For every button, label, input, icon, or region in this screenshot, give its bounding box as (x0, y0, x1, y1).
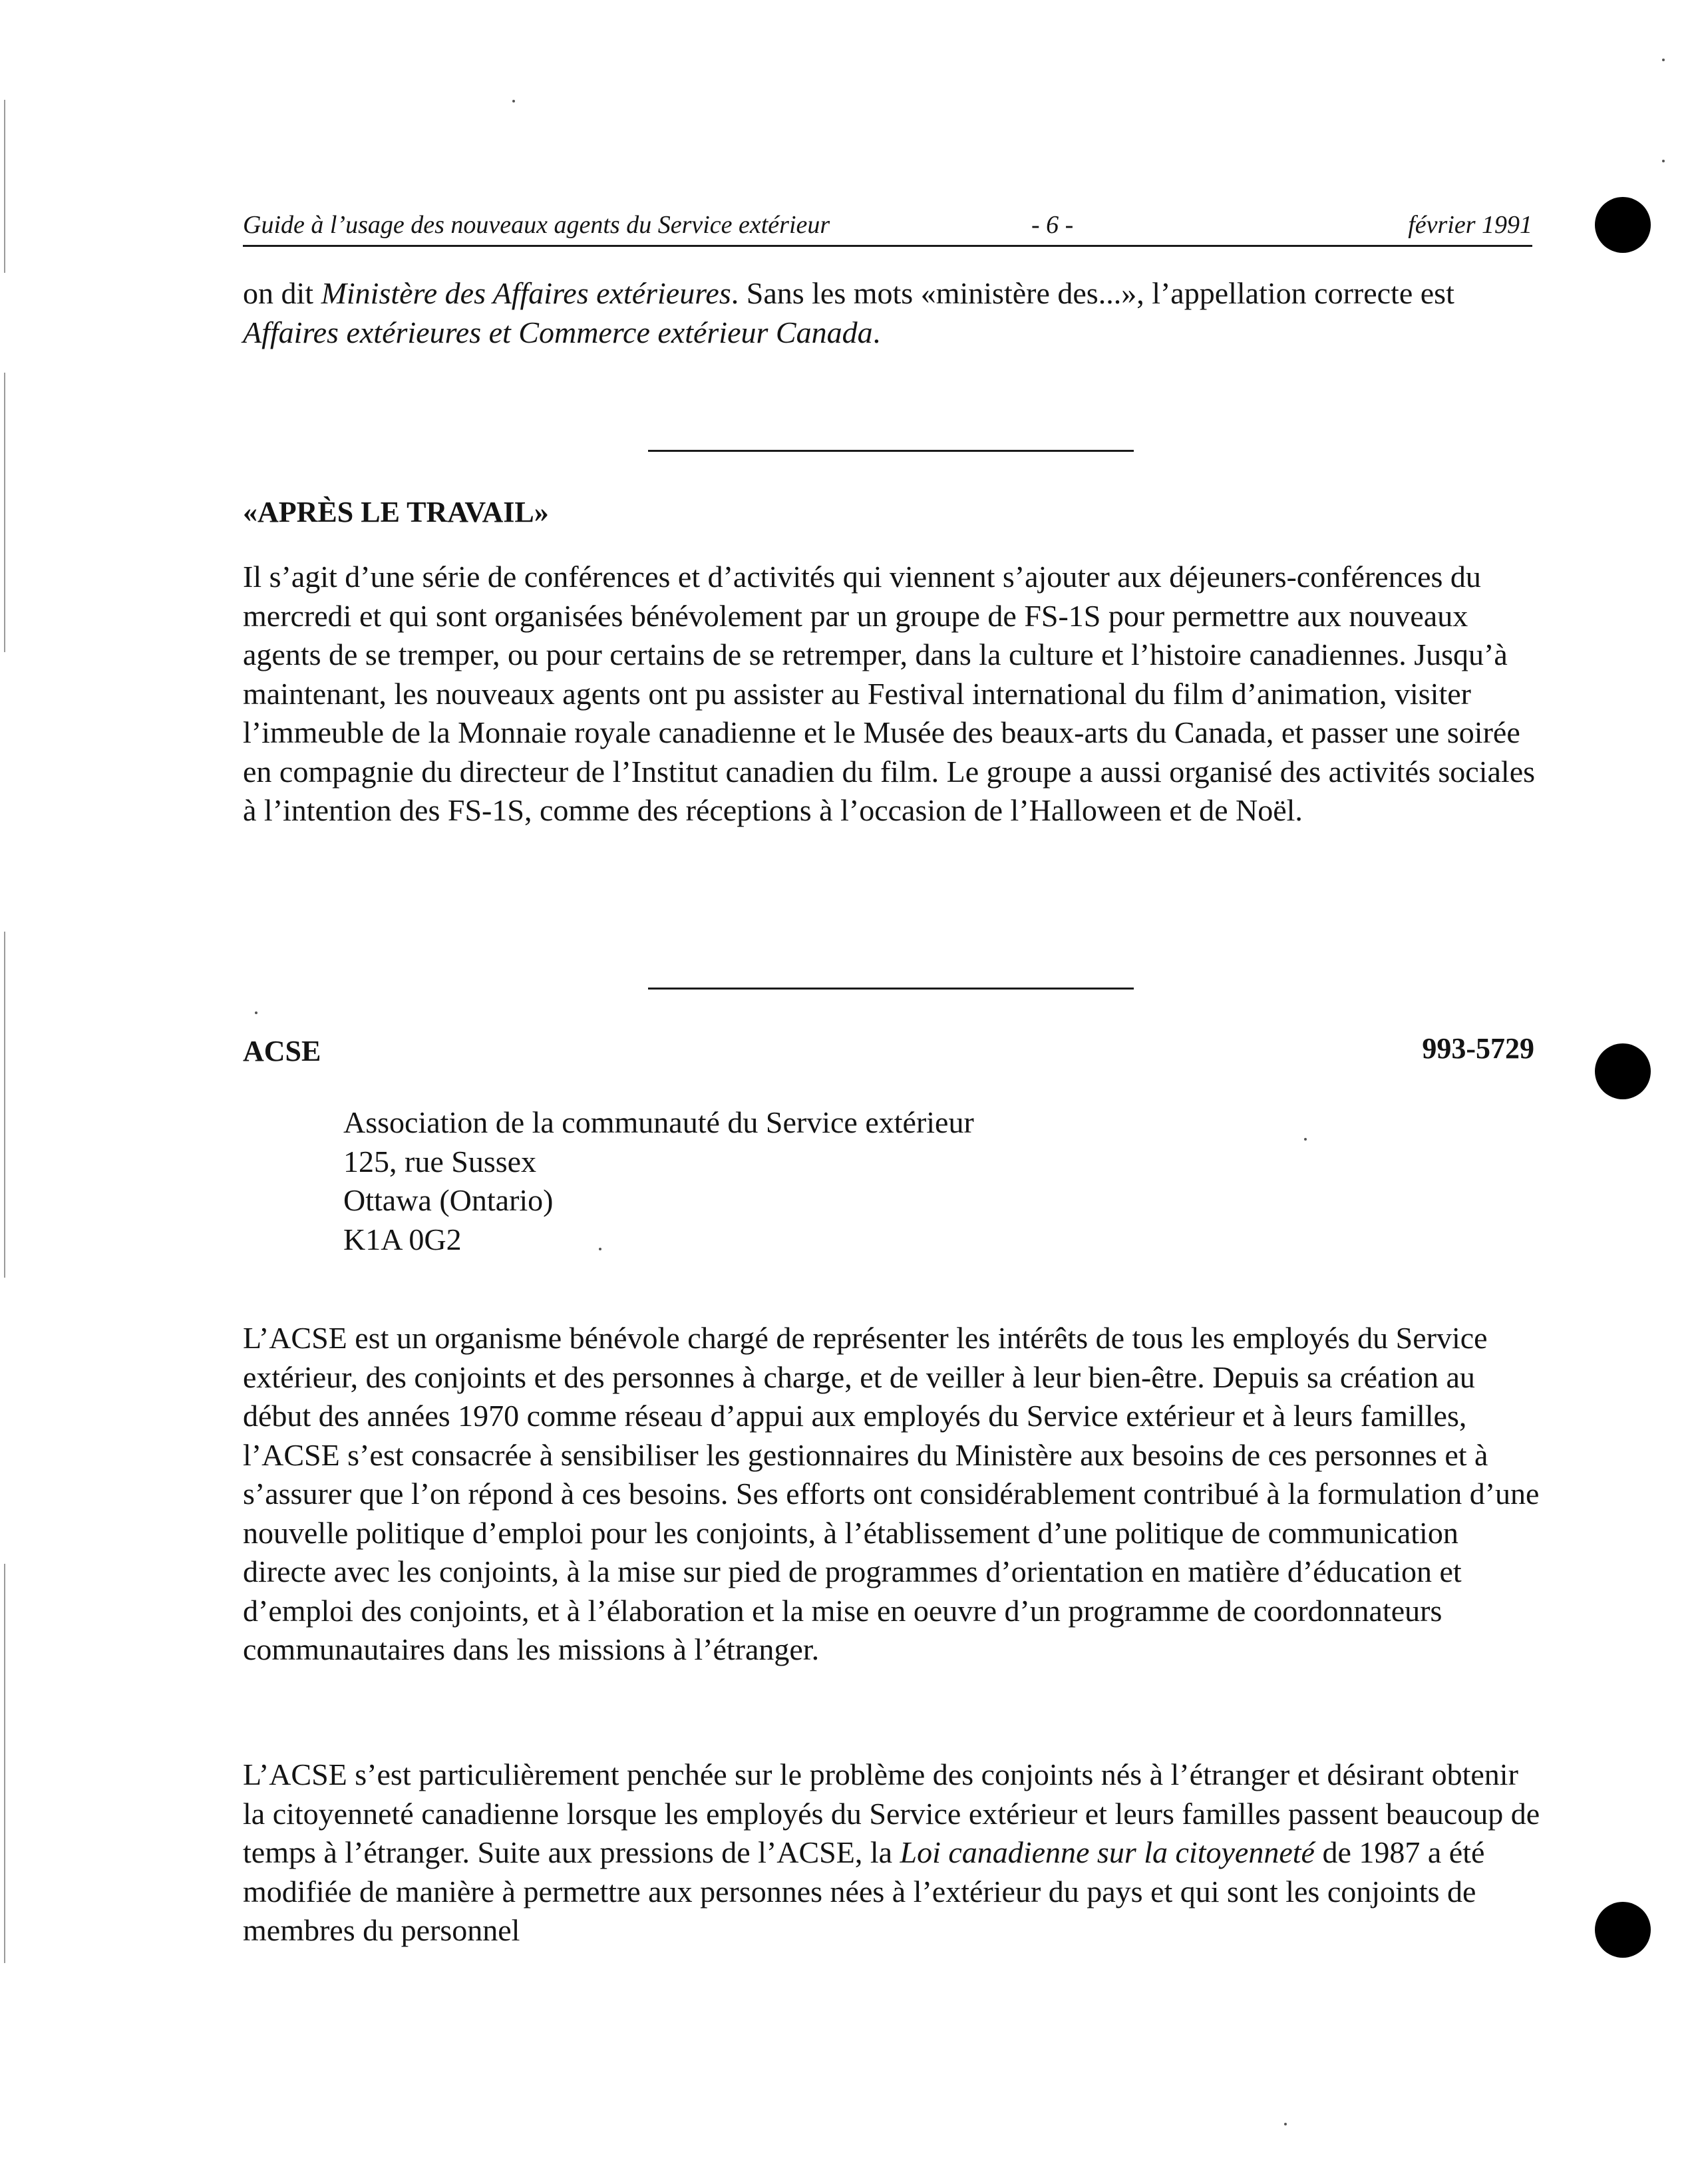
section-divider (648, 988, 1134, 990)
scan-speck (1284, 2123, 1287, 2125)
binder-hole-top (1595, 197, 1651, 253)
address-line: Ottawa (Ontario) (343, 1183, 554, 1217)
intro-text: . Sans les mots «ministère des...», l’appellation correcte est (731, 276, 1454, 310)
acse-paragraph-2-text: L’ACSE s’est particulièrement penchée sur le problème des conjoints nés à l’étranger et désirant obtenir la citoyenneté canadienne lorsque les employés du Service extérieur et leurs familles passent beaucoup de temps à l’étranger. Suite aux pressions de l’ACSE, la (243, 1757, 1540, 1869)
address-line: 125, rue Sussex (343, 1144, 537, 1179)
binder-hole-bottom (1595, 1902, 1651, 1958)
section-heading-apres-le-travail: «APRÈS LE TRAVAIL» (243, 496, 549, 528)
scan-edge-mark (4, 100, 5, 273)
scan-edge-mark (4, 373, 5, 652)
apres-paragraph: Il s’agit d’une série de conférences et d’activités qui viennent s’ajouter aux déjeuners-conférences du mercredi et qui sont organisées bénévolement par un groupe de FS-1S pour permettre aux nouveaux agents de se tremper, ou pour certains de se retremper, dans la culture et l’histoire canadiennes. Jusqu’à maintenant, les nouveaux agents ont pu assister au Festival international du film d’animation, visiter l’immeuble de la Monnaie royale canadienne et le Musée des beaux-arts du Canada, et passer une soirée en compagnie du directeur de l’Institut canadien du film. Le groupe a aussi organisé des activités sociales à l’intention des FS-1S, comme des réceptions à l’occasion de l’Halloween et de Noël. (243, 560, 1536, 827)
header-date: février 1991 (1408, 211, 1532, 239)
scan-speck (512, 100, 515, 102)
scan-edge-mark (4, 1564, 5, 1963)
binder-hole-middle (1595, 1043, 1651, 1099)
address-line: K1A 0G2 (343, 1222, 462, 1256)
intro-text: on dit (243, 276, 321, 310)
intro-paragraph (243, 274, 1540, 352)
intro-text: . (872, 315, 881, 349)
scan-speck (1662, 160, 1665, 162)
scan-speck (255, 1011, 257, 1014)
address-line: Association de la communauté du Service extérieur (343, 1105, 974, 1139)
scan-speck (1662, 59, 1665, 61)
acse-phone-number: 993-5729 (1422, 1032, 1534, 1065)
italic-citizenship-act: Loi canadienne sur la citoyenneté (900, 1835, 1315, 1869)
scan-edge-mark (4, 932, 5, 1278)
intro-italic-department: Affaires extérieures et Commerce extérieur Canada (243, 315, 873, 349)
acse-paragraph-2 (243, 1755, 1540, 1950)
section-heading-acse: ACSE (243, 1035, 321, 1067)
acse-paragraph-2-text: de 1987 a été modifiée de manière à permettre aux personnes nées à l’extérieur du pays et qui sont les conjoints de membres du personnel (243, 1835, 1485, 1947)
intro-italic-ministry: Ministère des Affaires extérieures (321, 276, 731, 310)
running-header (243, 205, 1532, 247)
scan-speck (1304, 1138, 1307, 1141)
header-title: Guide à l’usage des nouveaux agents du Service extérieur (243, 211, 830, 239)
section-divider (648, 450, 1134, 452)
acse-paragraph-1: L’ACSE est un organisme bénévole chargé de représenter les intérêts de tous les employés du Service extérieur, des conjoints et des personnes à charge, et de veiller à leur bien-être. Depuis sa création au début des années 1970 comme réseau d’appui aux employés du Service extérieur et à leurs familles, l’ACSE s’est consacrée à sensibiliser les gestionnaires du Ministère aux besoins de ces personnes et à s’assurer que l’on répond à ces besoins. Ses efforts ont considérablement contribué à la formulation d’une nouvelle politique d’emploi pour les conjoints, à l’établissement d’une politique de communication directe avec les conjoints, à la mise sur pied de programmes d’orientation en matière d’éducation et d’emploi des conjoints, et à l’élaboration et la mise en oeuvre d’un programme de coordonnateurs communautaires dans les missions à l’étranger. (243, 1321, 1540, 1666)
header-page-number: - 6 - (1031, 211, 1074, 239)
acse-address (343, 1103, 974, 1259)
